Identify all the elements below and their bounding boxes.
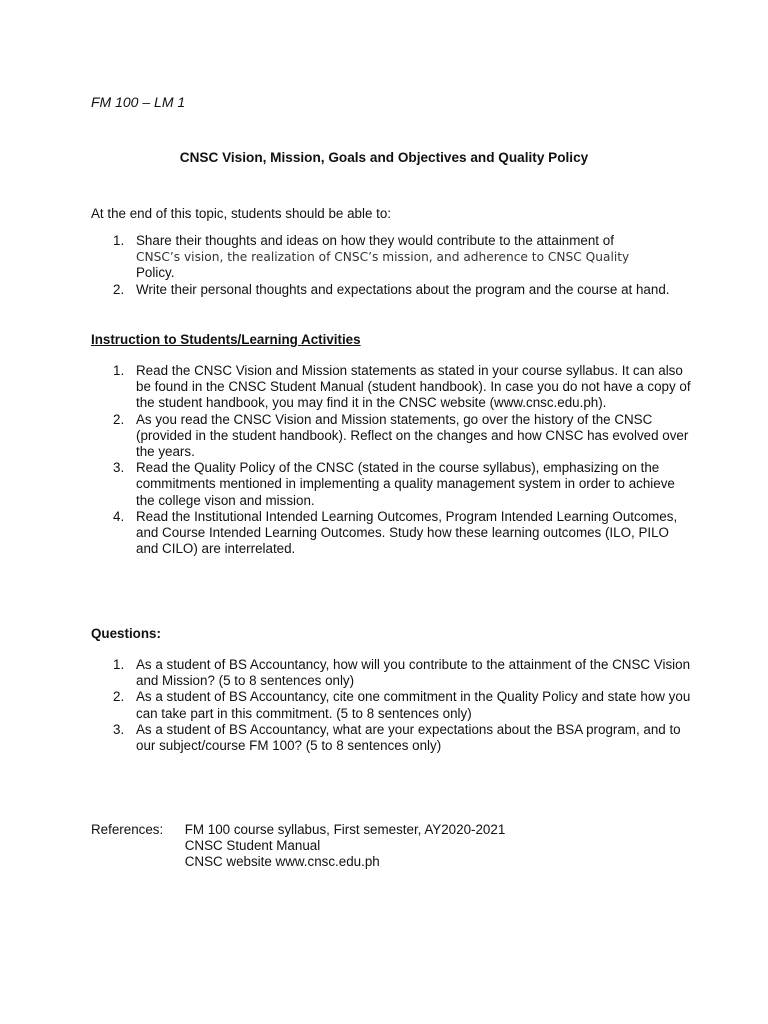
- objective-line: CNSC’s vision, the realization of CNSC’s mission, and adherence to CNSC Quality: [136, 250, 630, 265]
- activity-text: Read the CNSC Vision and Mission statements as stated in your course syllabus. It can also be found in the CNSC Student Manual (student handbook). In case you do not have a copy of the student handbook, you may find it in the CNSC website (www.cnsc.edu.ph).: [136, 363, 691, 411]
- references-label: References:: [91, 822, 164, 837]
- list-number: 2.: [113, 281, 125, 297]
- reference-item: FM 100 course syllabus, First semester, AY2020-2021: [184, 822, 506, 837]
- question-text: As a student of BS Accountancy, what are your expectations about the BSA program, and to our subject/course FM 100? (5 to 8 sentences only): [136, 721, 681, 754]
- instructions-heading: Instruction to Students/Learning Activities: [91, 332, 361, 347]
- question-text: As a student of BS Accountancy, cite one commitment in the Quality Policy and state how you can take part in this commitment. (5 to 8 sentences only): [136, 689, 691, 721]
- questions-heading: Questions:: [91, 626, 161, 641]
- activity-item: [91, 509, 691, 558]
- activity-item: [91, 460, 691, 509]
- list-number: 4.: [113, 508, 125, 524]
- list-number: 1.: [113, 233, 125, 248]
- activities-list: [91, 363, 691, 557]
- list-number: 2.: [113, 411, 125, 427]
- activity-item: [91, 412, 691, 461]
- document-title: CNSC Vision, Mission, Goals and Objectives and Quality Policy: [179, 150, 589, 165]
- objective-line: Policy.: [136, 265, 175, 281]
- objective-text: Write their personal thoughts and expectations about the program and the course at hand.: [136, 281, 670, 297]
- list-number: 1.: [113, 657, 125, 672]
- question-item: [91, 689, 691, 721]
- list-number: 1.: [113, 363, 125, 378]
- question-text: As a student of BS Accountancy, how will you contribute to the attainment of the CNSC Vision and Mission? (5 to 8 sentences only): [136, 657, 691, 689]
- references-block: [91, 822, 651, 871]
- objective-item: [91, 282, 691, 298]
- activity-text: Read the Institutional Intended Learning Outcomes, Program Intended Learning Outcomes, and Course Intended Learning Outcomes. Study how these learning outcomes (ILO, PILO and CILO) are interrelated.: [136, 508, 678, 557]
- activity-text: Read the Quality Policy of the CNSC (stated in the course syllabus), emphasizing on the commitments mentioned in implementing a quality management system in order to achieve the college vison and mission.: [136, 460, 675, 508]
- intro-text: At the end of this topic, students should be able to:: [91, 206, 392, 221]
- activity-text: As you read the CNSC Vision and Mission statements, go over the history of the CNSC (provided in the student handbook). Reflect on the changes and how CNSC has evolved over the years.: [136, 411, 689, 460]
- objective-line: Share their thoughts and ideas on how they would contribute to the attainment of: [136, 233, 614, 248]
- objective-item: [91, 233, 691, 282]
- list-number: 3.: [113, 460, 125, 476]
- question-item: [91, 722, 691, 754]
- questions-list: [91, 657, 691, 754]
- course-code: FM 100 – LM 1: [91, 94, 186, 110]
- question-item: [91, 657, 691, 689]
- references-list: [185, 822, 506, 871]
- objectives-list: [91, 233, 691, 298]
- list-number: 3.: [113, 721, 125, 737]
- list-number: 2.: [113, 689, 125, 705]
- activity-item: [91, 363, 691, 412]
- reference-item: CNSC Student Manual: [184, 838, 321, 854]
- reference-item: CNSC website www.cnsc.edu.ph: [184, 854, 380, 870]
